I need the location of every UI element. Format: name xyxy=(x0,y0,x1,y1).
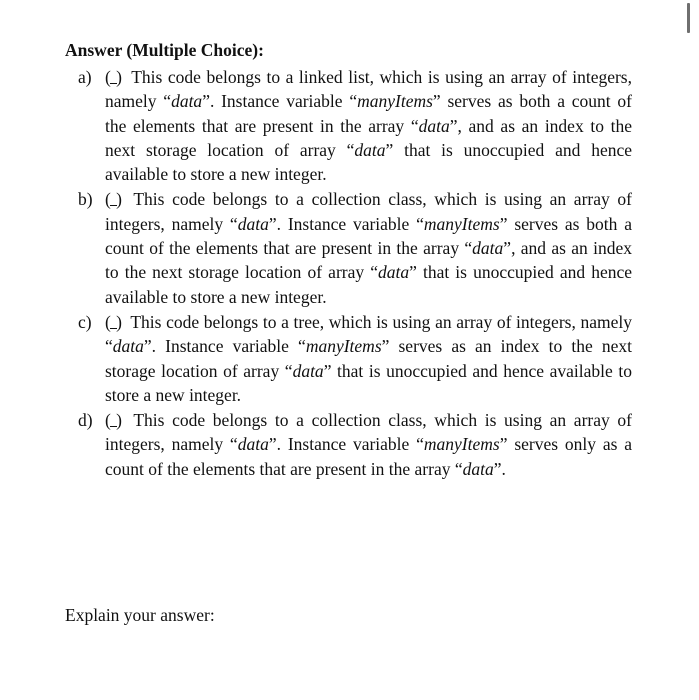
option-text: This code belongs to a linked list, which is using an array of integers, namely “data”. Instance variable “manyItems” serves as both a count of the elements that are present in the array “data”, and as an index to the next storage location of array “data” that is unoccupied and hence available to store a new integer. xyxy=(105,67,632,185)
question-heading: Answer (Multiple Choice): xyxy=(65,40,264,60)
scrollbar-thumb[interactable] xyxy=(687,3,690,33)
answer-options-list xyxy=(78,65,632,482)
option-letter: b) xyxy=(78,189,93,210)
option-text: This code belongs to a tree, which is using an array of integers, namely “data”. Instance variable “manyItems” serves as an index to the next storage location of array “data” that is unoccupied and hence available to store a new integer. xyxy=(105,311,632,405)
option-text: This code belongs to a collection class, which is using an array of integers, namely “data”. Instance variable “manyItems” serves as both a count of the elements that are present in the array “data”, and as an index to the next storage location of array “data” that is unoccupied and hence available to store a new integer. xyxy=(105,189,632,307)
option-a-answer-blank[interactable] xyxy=(105,68,122,86)
option-b-answer-blank[interactable] xyxy=(105,190,122,208)
option-d-answer-blank[interactable] xyxy=(105,411,122,429)
option-a xyxy=(78,65,632,186)
option-c xyxy=(78,310,632,407)
option-c-answer-blank[interactable] xyxy=(105,313,122,331)
explain-answer-prompt: Explain your answer: xyxy=(65,605,215,625)
option-b xyxy=(78,187,632,308)
option-letter: d) xyxy=(78,410,93,431)
option-letter: a) xyxy=(78,67,92,87)
option-d xyxy=(78,408,632,481)
option-text: This code belongs to a collection class, which is using an array of integers, namely “data”. Instance variable “manyItems” serves only as a count of the elements that are present in the array “data”. xyxy=(105,410,632,479)
option-letter: c) xyxy=(78,311,92,332)
